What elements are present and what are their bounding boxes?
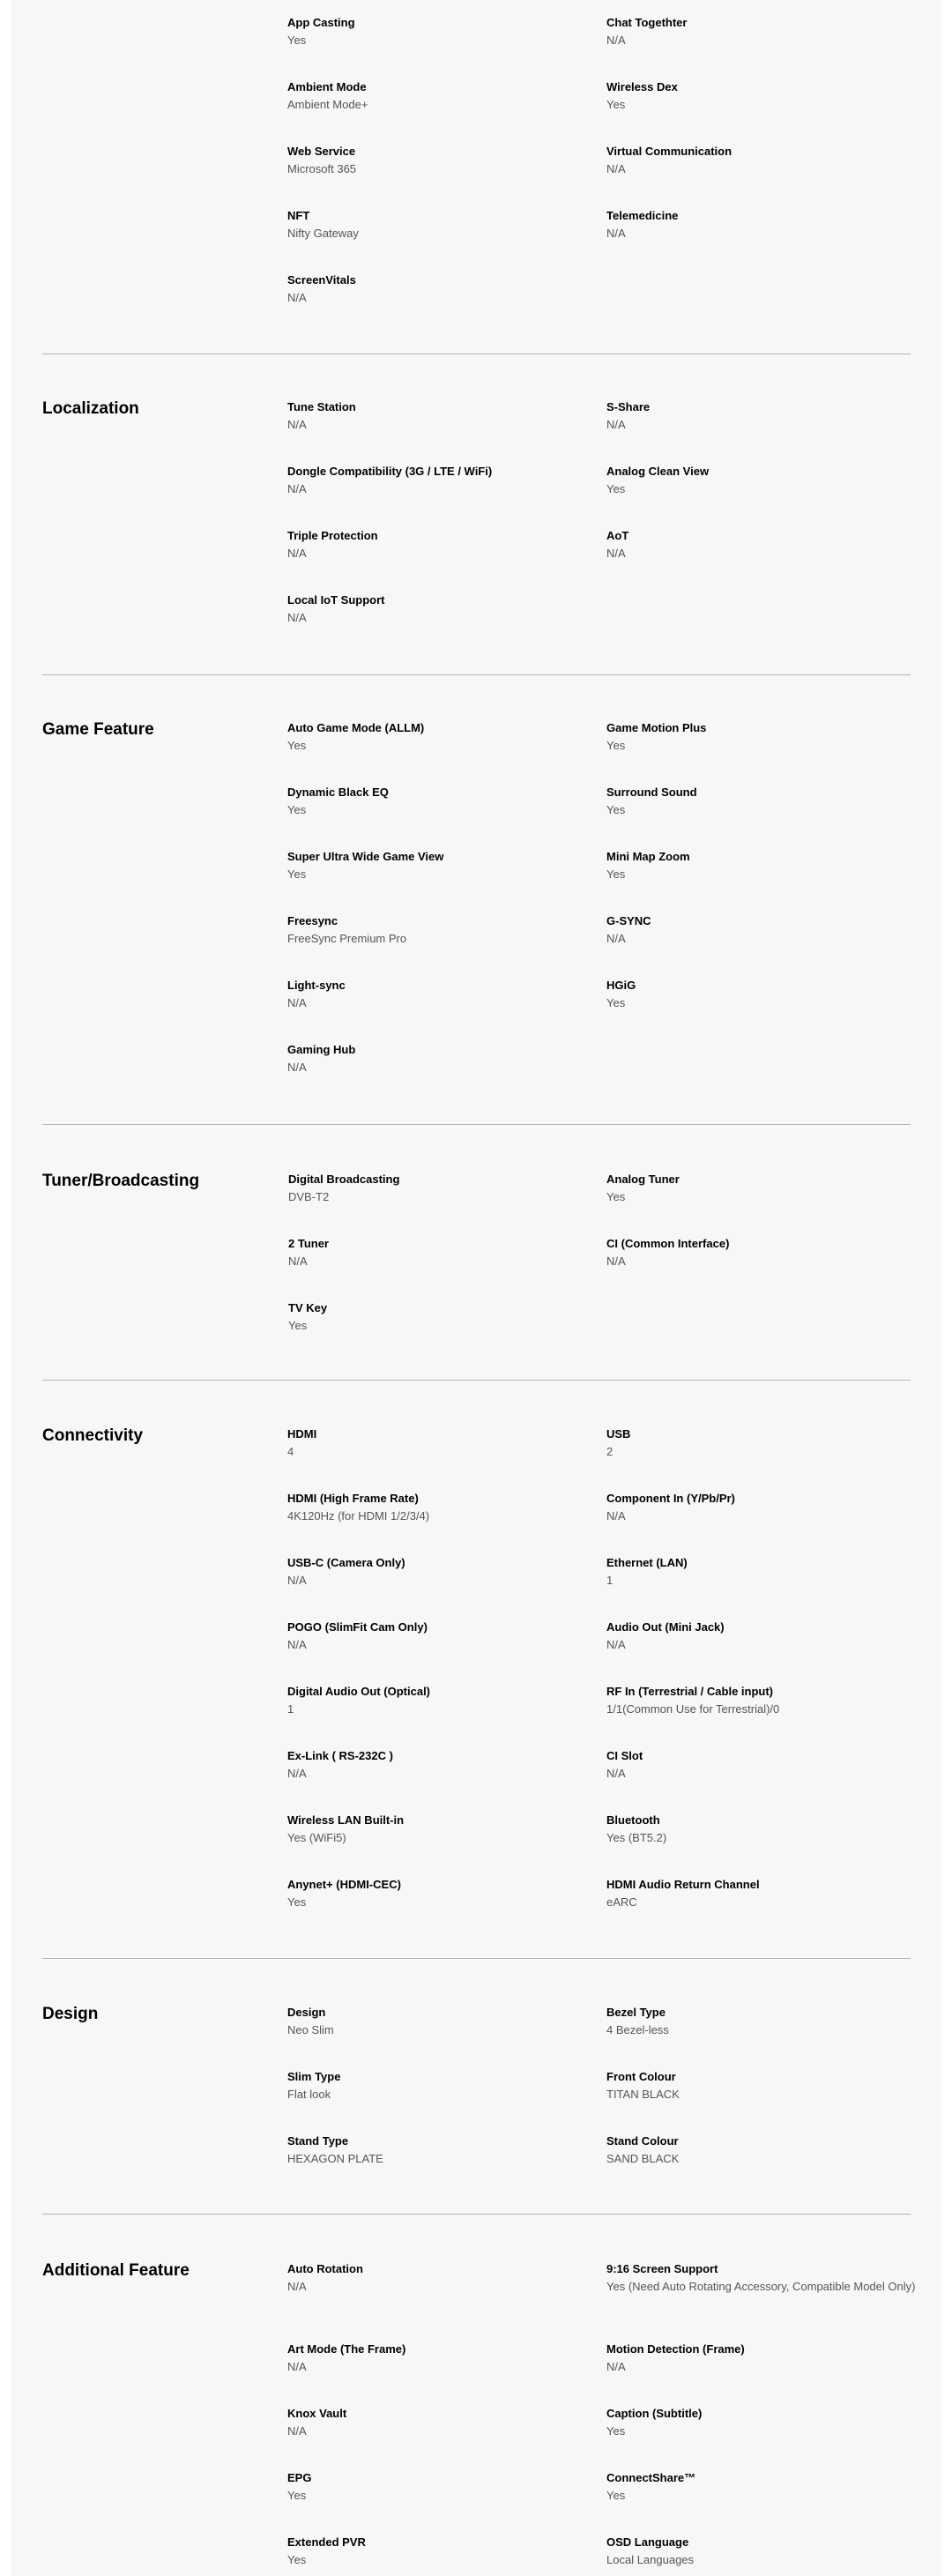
spec-value: N/A [606, 1509, 626, 1523]
spec-item [288, 1172, 570, 1205]
spec-item [606, 1748, 889, 1782]
section-title: Localization [42, 399, 139, 418]
spec-item [606, 978, 889, 1011]
section-divider [42, 1380, 911, 1381]
spec-value: N/A [287, 547, 307, 560]
spec-label: Surround Sound [606, 785, 697, 799]
spec-label: Extended PVR [287, 2535, 366, 2549]
spec-item [287, 1555, 569, 1589]
spec-label: Dongle Compatibility (3G / LTE / WiFi) [287, 465, 493, 478]
spec-item [287, 849, 569, 882]
spec-item [287, 2005, 569, 2038]
spec-item [287, 1491, 569, 1524]
spec-label: Art Mode (The Frame) [287, 2342, 406, 2356]
spec-value: Yes [287, 867, 307, 881]
spec-value: N/A [287, 2280, 307, 2293]
spec-value: Yes (BT5.2) [606, 1831, 667, 1844]
spec-item [606, 2470, 889, 2504]
section-divider [42, 1958, 911, 1959]
section-divider [42, 674, 911, 675]
spec-value: Yes [287, 34, 307, 47]
spec-item [287, 15, 569, 48]
spec-value: Microsoft 365 [287, 162, 357, 175]
section-title: Game Feature [42, 720, 154, 739]
spec-value: FreeSync Premium Pro [287, 932, 407, 945]
spec-value: N/A [606, 1767, 626, 1780]
spec-value: Yes [606, 2489, 626, 2502]
spec-label: Motion Detection (Frame) [606, 2342, 745, 2356]
spec-value: 1 [606, 1574, 614, 1587]
spec-label: Knox Vault [287, 2407, 347, 2420]
spec-label: Component In (Y/Pb/Pr) [606, 1492, 735, 1505]
section-title: Additional Feature [42, 2261, 190, 2280]
spec-value: TITAN BLACK [606, 2088, 680, 2101]
spec-value: 1 [287, 1702, 294, 1716]
spec-label: Mini Map Zoom [606, 850, 690, 863]
spec-item [606, 785, 889, 818]
spec-label: 2 Tuner [288, 1237, 329, 1250]
spec-item [287, 1619, 569, 1653]
spec-label: G-SYNC [606, 914, 651, 927]
spec-label: Game Motion Plus [606, 721, 707, 734]
spec-item [287, 2341, 569, 2375]
spec-label: Wireless Dex [606, 80, 678, 93]
spec-label: HDMI (High Frame Rate) [287, 1492, 419, 1505]
spec-label: HGiG [606, 979, 636, 992]
spec-label: Slim Type [287, 2070, 341, 2083]
spec-item [606, 2406, 889, 2439]
spec-value: N/A [287, 2424, 307, 2438]
spec-value: Yes [606, 1190, 626, 1203]
section-title: Connectivity [42, 1426, 144, 1445]
spec-value: N/A [287, 1638, 307, 1651]
spec-value: N/A [287, 482, 307, 495]
spec-item [606, 399, 889, 433]
spec-value: Yes [287, 2553, 307, 2566]
spec-label: Front Colour [606, 2070, 676, 2083]
spec-item [606, 1555, 889, 1589]
spec-label: Ethernet (LAN) [606, 1556, 688, 1569]
spec-value: Yes (WiFi5) [287, 1831, 346, 1844]
spec-item [287, 399, 569, 433]
spec-item [606, 1236, 889, 1269]
spec-item [606, 1172, 889, 1205]
spec-item [287, 1877, 569, 1910]
spec-label: Stand Type [287, 2134, 349, 2148]
spec-label: 9:16 Screen Support [606, 2262, 718, 2275]
spec-item [287, 1748, 569, 1782]
spec-label: POGO (SlimFit Cam Only) [287, 1620, 428, 1634]
spec-value: 4 [287, 1445, 294, 1458]
spec-item [606, 2133, 889, 2167]
spec-label: Triple Protection [287, 529, 378, 542]
spec-value: Local Languages [606, 2553, 695, 2566]
spec-item [287, 208, 569, 242]
spec-label: RF In (Terrestrial / Cable input) [606, 1685, 774, 1698]
spec-value: N/A [606, 932, 626, 945]
spec-item [287, 272, 569, 306]
spec-value: 1/1(Common Use for Terrestrial)/0 [606, 1702, 780, 1716]
spec-label: Bluetooth [606, 1813, 660, 1827]
spec-label: Web Service [287, 145, 356, 158]
spec-value: N/A [287, 1574, 307, 1587]
spec-item [287, 720, 569, 754]
spec-value: N/A [606, 34, 626, 47]
spec-label: Telemedicine [606, 209, 679, 222]
spec-item [606, 464, 889, 497]
spec-label: Analog Clean View [606, 465, 710, 478]
spec-value: N/A [606, 418, 626, 431]
spec-item [606, 720, 889, 754]
spec-item [606, 208, 889, 242]
spec-item [287, 592, 569, 626]
spec-item [287, 2406, 569, 2439]
spec-value: HEXAGON PLATE [287, 2152, 383, 2165]
spec-value: N/A [606, 227, 626, 240]
spec-item [287, 978, 569, 1011]
spec-value: Yes [606, 482, 626, 495]
spec-value: N/A [287, 1061, 307, 1074]
spec-value: Flat look [287, 2088, 331, 2101]
spec-item [287, 1813, 569, 1846]
spec-label: USB [606, 1427, 631, 1441]
spec-label: App Casting [287, 16, 355, 29]
spec-value: N/A [287, 2360, 307, 2373]
spec-value: N/A [287, 418, 307, 431]
spec-label: Ex-Link ( RS-232C ) [287, 1749, 393, 1762]
spec-label: TV Key [288, 1301, 328, 1314]
spec-label: Tune Station [287, 400, 356, 413]
spec-label: Chat Togethter [606, 16, 688, 29]
spec-label: OSD Language [606, 2535, 689, 2549]
spec-label: Ambient Mode [287, 80, 367, 93]
spec-item [287, 2261, 569, 2295]
spec-item [606, 1813, 889, 1846]
spec-label: Local IoT Support [287, 593, 385, 607]
spec-item [287, 2133, 569, 2167]
spec-label: Stand Colour [606, 2134, 679, 2148]
spec-item [606, 2069, 889, 2103]
spec-item [606, 2341, 889, 2375]
spec-item [287, 2535, 569, 2568]
spec-item [606, 1491, 889, 1524]
spec-label: Anynet+ (HDMI-CEC) [287, 1878, 401, 1891]
spec-value: N/A [287, 291, 307, 304]
spec-item [287, 464, 569, 497]
spec-value: N/A [287, 1767, 307, 1780]
spec-label: Bezel Type [606, 2006, 666, 2019]
spec-value: Yes [287, 803, 307, 816]
spec-item [287, 79, 569, 113]
spec-value: Yes (Need Auto Rotating Accessory, Compatible Model Only) [606, 2280, 916, 2293]
spec-label: ScreenVitals [287, 273, 356, 287]
spec-item [606, 2261, 941, 2295]
spec-item [606, 1426, 889, 1460]
spec-label: Wireless LAN Built-in [287, 1813, 405, 1827]
section-divider [42, 2214, 911, 2215]
spec-value: Yes [606, 739, 626, 752]
spec-value: Yes [606, 996, 626, 1009]
spec-label: Light-sync [287, 979, 346, 992]
spec-label: Analog Tuner [606, 1173, 680, 1186]
spec-value: Yes [606, 98, 626, 111]
spec-item [606, 1619, 889, 1653]
spec-item [287, 2470, 569, 2504]
spec-label: Digital Audio Out (Optical) [287, 1685, 431, 1698]
spec-page [11, 0, 941, 2576]
spec-item [606, 1684, 889, 1717]
spec-value: Yes [287, 2489, 307, 2502]
spec-item [287, 2069, 569, 2103]
spec-value: N/A [287, 611, 307, 624]
spec-label: Auto Game Mode (ALLM) [287, 721, 425, 734]
spec-item [606, 144, 889, 177]
spec-label: Dynamic Black EQ [287, 785, 389, 799]
spec-item [287, 1426, 569, 1460]
spec-value: Neo Slim [287, 2023, 334, 2036]
section-title: Design [42, 2005, 99, 2023]
spec-value: Yes [288, 1319, 308, 1332]
spec-label: Gaming Hub [287, 1043, 356, 1056]
spec-label: HDMI [287, 1427, 317, 1441]
spec-label: HDMI Audio Return Channel [606, 1878, 760, 1891]
spec-value: N/A [606, 2360, 626, 2373]
section-title: Tuner/Broadcasting [42, 1172, 200, 1190]
spec-item [287, 785, 569, 818]
spec-item [288, 1236, 570, 1269]
spec-value: 4K120Hz (for HDMI 1/2/3/4) [287, 1509, 430, 1523]
spec-value: Yes [287, 1895, 307, 1909]
spec-label: EPG [287, 2471, 312, 2484]
spec-label: Super Ultra Wide Game View [287, 850, 444, 863]
spec-value: N/A [606, 1638, 626, 1651]
spec-item [606, 913, 889, 947]
spec-item [606, 79, 889, 113]
spec-label: CI (Common Interface) [606, 1237, 730, 1250]
spec-label: S-Share [606, 400, 651, 413]
spec-item [287, 1684, 569, 1717]
spec-label: Freesync [287, 914, 338, 927]
spec-item [287, 1042, 569, 1076]
spec-label: Caption (Subtitle) [606, 2407, 703, 2420]
spec-item [606, 15, 889, 48]
spec-item [287, 528, 569, 562]
spec-item [606, 849, 889, 882]
spec-label: CI Slot [606, 1749, 643, 1762]
spec-value: N/A [606, 547, 626, 560]
spec-label: Design [287, 2006, 326, 2019]
spec-label: Audio Out (Mini Jack) [606, 1620, 725, 1634]
spec-value: Yes [606, 2424, 626, 2438]
spec-value: 2 [606, 1445, 614, 1458]
spec-item [288, 1300, 570, 1334]
spec-value: N/A [606, 1254, 626, 1268]
spec-item [606, 2005, 889, 2038]
spec-value: 4 Bezel-less [606, 2023, 669, 2036]
spec-item [606, 1877, 889, 1910]
spec-label: NFT [287, 209, 310, 222]
spec-label: ConnectShare™ [606, 2471, 696, 2484]
spec-value: Yes [287, 739, 307, 752]
spec-value: N/A [606, 162, 626, 175]
spec-value: N/A [288, 1254, 308, 1268]
spec-item [287, 144, 569, 177]
spec-value: eARC [606, 1895, 637, 1909]
spec-label: Virtual Communication [606, 145, 733, 158]
spec-value: DVB-T2 [288, 1190, 330, 1203]
section-divider [42, 1124, 911, 1125]
spec-value: Yes [606, 867, 626, 881]
spec-item [287, 913, 569, 947]
spec-value: Ambient Mode+ [287, 98, 368, 111]
spec-item [606, 2535, 889, 2568]
spec-value: Nifty Gateway [287, 227, 359, 240]
spec-item [606, 528, 889, 562]
spec-label: AoT [606, 529, 629, 542]
spec-label: Digital Broadcasting [288, 1173, 400, 1186]
spec-value: N/A [287, 996, 307, 1009]
spec-value: SAND BLACK [606, 2152, 680, 2165]
spec-label: Auto Rotation [287, 2262, 363, 2275]
spec-value: Yes [606, 803, 626, 816]
spec-label: USB-C (Camera Only) [287, 1556, 405, 1569]
